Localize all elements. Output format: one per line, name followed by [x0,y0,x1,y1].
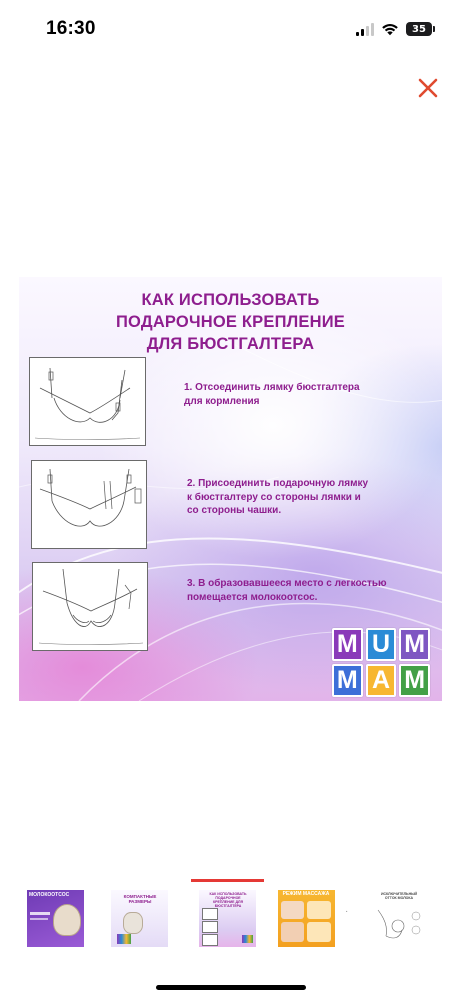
illustration-step-3 [32,562,148,651]
illustration-step-1 [29,357,146,446]
caption-line [30,912,50,915]
image-title-line: КАК ИСПОЛЬЗОВАТЬ [141,291,320,309]
step-text-line: 3. В образовавшееся место с легкостью [187,578,387,589]
step-3-text [187,577,387,604]
mini-illustration [202,934,218,946]
step-text-line: помещается молокоотсос. [187,591,318,603]
photo-image [281,922,304,942]
logo-letter: M [399,628,430,661]
close-icon [414,74,442,102]
signal-icon [356,22,374,36]
mini-illustration [202,908,218,920]
thumbnail-caption: МОЛОКООТСОС [29,892,70,898]
step-text-line: 1. Отсоединить лямку бюстгалтера [184,382,360,393]
home-indicator[interactable] [156,985,306,990]
image-title-line: ПОДАРОЧНОЕ КРЕПЛЕНИЕ [115,313,345,331]
illustration-step-2 [31,460,147,549]
step-text-line: к бюстгалтеру со стороны лямки и [187,491,361,503]
line-drawing [374,904,424,946]
step-text-line: 2. Присоединить подарочную лямку [187,478,369,489]
thumbnail-1[interactable] [27,890,84,947]
brand-logo-mini [242,935,253,943]
logo-letter: M [332,664,363,697]
close-button[interactable] [414,74,442,102]
photo-image [281,901,304,919]
step-2-text [187,477,368,518]
thumbnail-caption: КОМПАКТНЫЕ РАЗМЕРЫ [123,894,157,904]
thumbnail-caption: РЕЖИМ МАССАЖА [282,891,330,897]
status-time: 16:30 [46,18,96,39]
thumbnail-separator: · [345,906,349,917]
image-title-line: ДЛЯ БЮСТГАЛТЕРА [146,335,315,353]
battery-level: 35 [412,23,426,35]
brand-logo-mini [117,934,131,944]
step-1-text [184,381,360,408]
thumbnail-caption: ИСКЛЮЧИТЕЛЬНЫЙ ОТТОК МОЛОКА [380,892,418,900]
image-title [19,289,442,355]
step-text-line: для кормления [184,395,260,407]
mini-illustration [202,921,218,933]
battery-icon [406,22,432,36]
wifi-icon [381,22,399,36]
logo-letter: M [332,628,363,661]
step-text-line: со стороны чашки. [187,505,282,516]
info-panel [307,901,331,919]
status-bar [0,0,462,60]
caption-line [30,918,48,920]
brand-logo [332,628,430,695]
logo-letter: A [366,664,397,697]
pump-image [123,912,143,934]
thumbnail-2[interactable] [111,890,168,947]
thumbnail-5[interactable] [370,890,427,947]
pump-image [53,904,81,936]
status-icons [356,21,432,37]
thumbnail-3[interactable] [199,890,256,947]
product-image[interactable] [19,277,442,701]
thumbnail-4[interactable] [278,890,335,947]
logo-letter: U [366,628,397,661]
logo-letter: M [399,664,430,697]
selected-thumbnail-indicator [191,879,264,882]
thumbnail-caption: КАК ИСПОЛЬЗОВАТЬ ПОДАРОЧНОЕ КРЕПЛЕНИЕ ДЛЯ БЮСТГАЛТЕРА [209,892,247,908]
info-panel [307,922,331,942]
